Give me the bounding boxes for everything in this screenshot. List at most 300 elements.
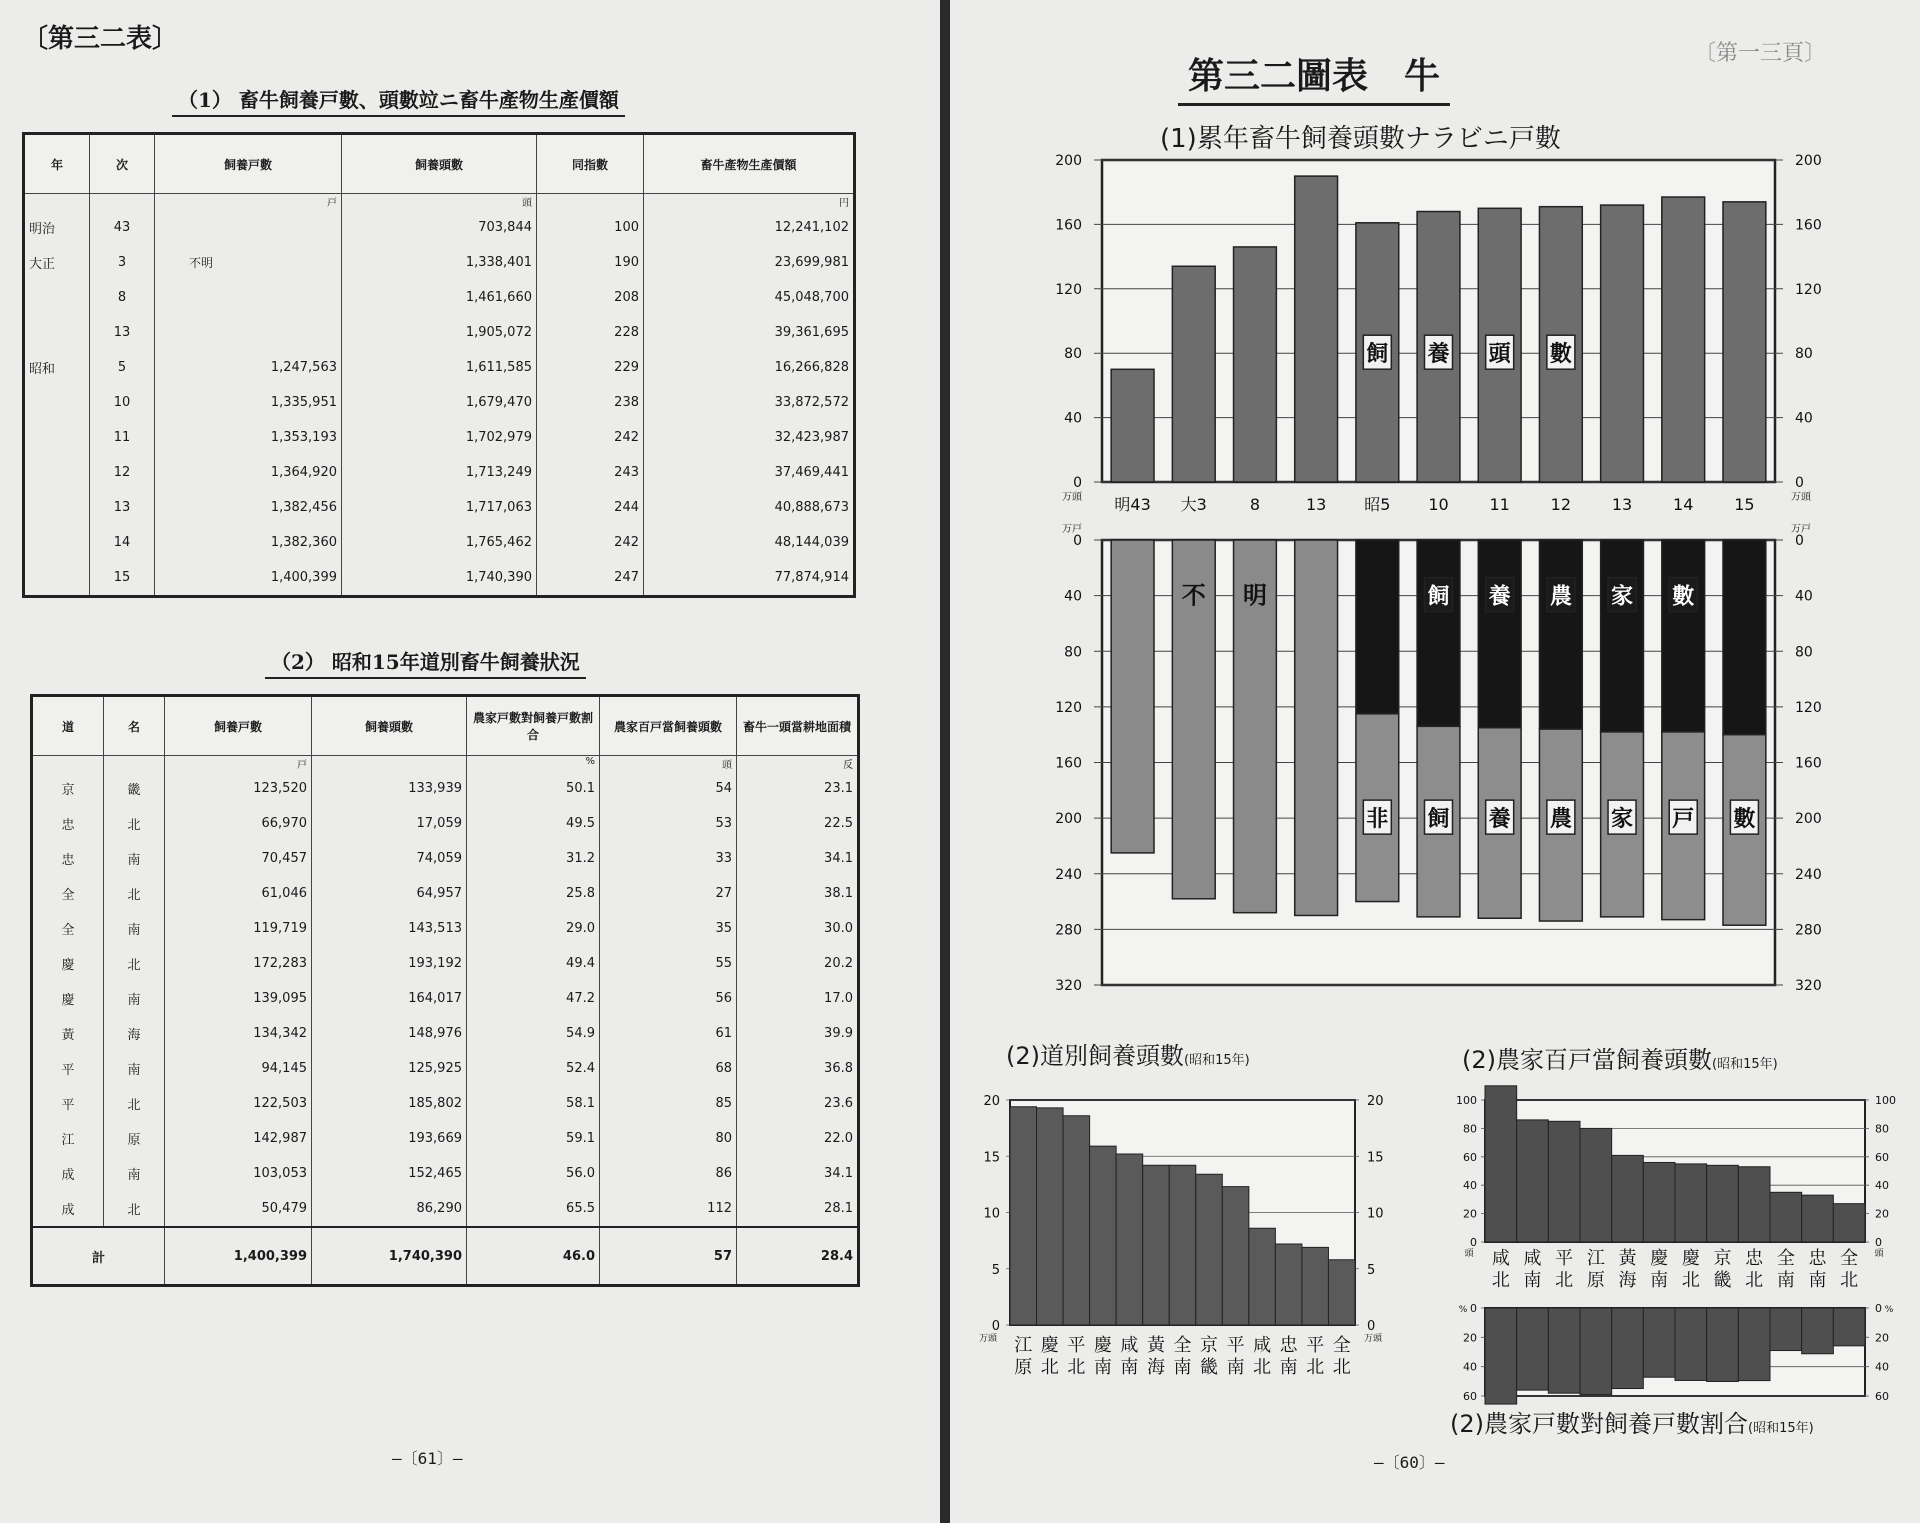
table1-unit-cell — [90, 194, 155, 211]
table1-cell — [155, 315, 342, 350]
table2-cell: 38.1 — [737, 876, 859, 911]
chart3-bar — [1328, 1260, 1355, 1325]
table2-cell: 南 — [104, 841, 165, 876]
table2 — [30, 694, 860, 1287]
table-row — [32, 841, 859, 876]
chart5-ytick-right: 60 — [1875, 1390, 1889, 1403]
chart3-ytick-left: 5 — [991, 1262, 1000, 1278]
table1-cell — [24, 525, 90, 560]
table2-title: （2） 昭和15年道別畜牛飼養狀況 — [265, 646, 586, 679]
table2-cell: 185,802 — [312, 1086, 467, 1121]
chart1-ytick-left: 160 — [1055, 217, 1082, 234]
table2-cell: 北 — [104, 946, 165, 981]
table1-header: 畜牛產物生產價額 — [644, 134, 855, 194]
chart2-keeping-label: 養 — [1488, 584, 1511, 610]
table2-total-cell: 46.0 — [467, 1227, 600, 1286]
right-page-number: —〔60〕— — [1374, 1453, 1445, 1472]
table1-cell: 1,364,920 — [155, 455, 342, 490]
chart2-ytick-left: 160 — [1055, 755, 1082, 772]
chart4-bar — [1770, 1192, 1802, 1242]
chart2-bar-unknown — [1111, 540, 1154, 853]
table2-cell: 全 — [32, 911, 104, 946]
chart2-ytick-right: 80 — [1795, 644, 1813, 661]
table1-cell: 244 — [537, 490, 644, 525]
table2-cell: 50,479 — [165, 1191, 312, 1227]
chart3-bar — [1275, 1244, 1302, 1325]
chart2-keeping-label: 數 — [1672, 584, 1695, 610]
chart3-xtick: 忠 — [1279, 1335, 1298, 1356]
table2-cell: 南 — [104, 981, 165, 1016]
chart4-ytick-left: 100 — [1456, 1094, 1477, 1107]
chart1-xtick: 11 — [1489, 495, 1510, 514]
chart4-xtick: 北 — [1745, 1270, 1764, 1291]
chart4-xtick: 咸 — [1523, 1248, 1542, 1269]
table1-unit-cell: 戸 — [155, 194, 342, 211]
table2-cell: 68 — [600, 1051, 737, 1086]
table2-unit-cell — [104, 756, 165, 772]
table2-cell: 17.0 — [737, 981, 859, 1016]
table-row — [24, 245, 855, 280]
table1-cell: 43 — [90, 210, 155, 245]
table2-cell: 成 — [32, 1191, 104, 1227]
table2-unit-cell: % — [467, 756, 600, 772]
table-row — [24, 455, 855, 490]
table2-cell: 172,283 — [165, 946, 312, 981]
chart4-bar — [1485, 1086, 1517, 1242]
table2-cell: 65.5 — [467, 1191, 600, 1227]
table1-cell: 1,382,360 — [155, 525, 342, 560]
table2-cell: 54.9 — [467, 1016, 600, 1051]
table1-cell: 1,400,399 — [155, 560, 342, 597]
table2-cell: 23.1 — [737, 771, 859, 806]
table1-cell: 190 — [537, 245, 644, 280]
table-row — [24, 315, 855, 350]
chart4-bar — [1707, 1165, 1739, 1242]
chart4-bar — [1643, 1162, 1675, 1242]
chart3-ytick-right: 20 — [1367, 1094, 1384, 1109]
table1-cell: 39,361,695 — [644, 315, 855, 350]
table-row — [32, 946, 859, 981]
chart4-ytick-right: 20 — [1875, 1207, 1889, 1221]
chart1-title: (1)累年畜牛飼養頭數ナラビニ戸數 — [1160, 124, 1561, 154]
chart3-ytick-right: 0 — [1367, 1319, 1376, 1334]
chart5-bar — [1802, 1308, 1834, 1354]
chart3-ytick-left: 0 — [991, 1319, 1000, 1334]
chart2-keeping-label: 農 — [1549, 584, 1572, 610]
chart1-yunit-right: 万頭 — [1791, 492, 1811, 503]
chart4-xtick: 全 — [1840, 1248, 1859, 1269]
table2-cell: 忠 — [32, 841, 104, 876]
table2-cell: 112 — [600, 1191, 737, 1227]
chart5-bar — [1707, 1308, 1739, 1381]
chart3-title — [1006, 1036, 1250, 1071]
chart5-breeding-ratio — [1430, 1300, 1900, 1410]
table2-cell: 50.1 — [467, 771, 600, 806]
chart3-xtick: 平 — [1226, 1335, 1245, 1356]
table2-cell: 54 — [600, 771, 737, 806]
chart4-title-note: (昭和15年) — [1712, 1057, 1778, 1072]
chart3-xtick: 全 — [1173, 1335, 1192, 1356]
chart4-bar — [1517, 1120, 1549, 1242]
chart1-xtick: 10 — [1428, 495, 1449, 514]
table1-header: 次 — [90, 134, 155, 194]
chart2-ytick-right: 280 — [1795, 922, 1822, 939]
chart4-xtick: 南 — [1523, 1270, 1542, 1291]
table2-cell: 39.9 — [737, 1016, 859, 1051]
table2-header: 農家戸數對飼養戸數割合 — [467, 696, 600, 756]
table1-cell: 238 — [537, 385, 644, 420]
chart2-unknown-label: 不 — [1181, 581, 1206, 610]
table1-header: 飼養頭數 — [342, 134, 537, 194]
table1-cell: 242 — [537, 420, 644, 455]
table1-cell: 3 — [90, 245, 155, 280]
chart2-unknown-label: 明 — [1242, 581, 1267, 610]
chart3-bar — [1090, 1146, 1117, 1325]
table1-cell — [24, 490, 90, 525]
chart5-bar — [1517, 1308, 1549, 1390]
table2-cell: 慶 — [32, 946, 104, 981]
chart5-bar — [1675, 1308, 1707, 1380]
chart3-yunit-left: 万頭 — [978, 1334, 998, 1344]
chart3-xtick: 江 — [1014, 1335, 1033, 1356]
chart4-bar — [1802, 1195, 1834, 1242]
chart1-series-label: 養 — [1427, 342, 1450, 368]
table2-cell: 34.1 — [737, 841, 859, 876]
chart2-ytick-right: 0 — [1795, 533, 1804, 549]
chart1-xtick: 8 — [1249, 495, 1261, 514]
table2-cell: 86 — [600, 1156, 737, 1191]
chart5-bar — [1580, 1308, 1612, 1395]
table2-cell: 34.1 — [737, 1156, 859, 1191]
chart4-xtick: 原 — [1586, 1270, 1605, 1291]
chart4-xtick: 平 — [1555, 1248, 1574, 1269]
table1-cell — [24, 280, 90, 315]
chart4-xtick: 江 — [1586, 1248, 1605, 1269]
table1-cell: 14 — [90, 525, 155, 560]
table2-cell: 22.5 — [737, 806, 859, 841]
table2-total-cell: 57 — [600, 1227, 737, 1286]
chart5-ytick-right: 20 — [1875, 1331, 1889, 1345]
table1-cell: 13 — [90, 490, 155, 525]
table2-header: 農家百戸當飼養頭數 — [600, 696, 737, 756]
chart3-ytick-right: 10 — [1367, 1206, 1384, 1222]
table2-cell: 64,957 — [312, 876, 467, 911]
table1-cell: 明治 — [24, 210, 90, 245]
table2-cell: 北 — [104, 876, 165, 911]
table2-cell: 86,290 — [312, 1191, 467, 1227]
table2-cell: 56 — [600, 981, 737, 1016]
table2-cell: 慶 — [32, 981, 104, 1016]
table1-cell: 1,611,585 — [342, 350, 537, 385]
chart1-xtick: 昭5 — [1364, 495, 1391, 514]
chart4-xtick: 黃 — [1618, 1248, 1637, 1269]
table1-cell — [155, 280, 342, 315]
table1-cell: 10 — [90, 385, 155, 420]
chart1-series-label: 飼 — [1366, 342, 1389, 368]
chart4-xtick: 忠 — [1745, 1248, 1764, 1269]
table1-cell: 1,338,401 — [342, 245, 537, 280]
table2-cell: 忠 — [32, 806, 104, 841]
chart3-bar — [1249, 1228, 1276, 1325]
table1-cell: 48,144,039 — [644, 525, 855, 560]
table2-unit-cell: 反 — [737, 756, 859, 772]
table1-unit-cell — [24, 194, 90, 211]
table1-cell: 1,461,660 — [342, 280, 537, 315]
table-row — [32, 1016, 859, 1051]
table2-cell: 55 — [600, 946, 737, 981]
table1-unknown-note: 不明 — [189, 256, 214, 270]
table1-cell: 1,702,979 — [342, 420, 537, 455]
chart1-bar — [1723, 202, 1766, 482]
chart3-xtick: 北 — [1253, 1357, 1272, 1378]
table1-cell: 1,382,456 — [155, 490, 342, 525]
chart4-ytick-left: 80 — [1463, 1122, 1477, 1136]
table-row — [24, 280, 855, 315]
chart1-series-label: 頭 — [1488, 342, 1511, 368]
chart5-bar — [1833, 1308, 1865, 1346]
chart5-title-note: (昭和15年) — [1748, 1421, 1814, 1436]
chart2-ytick-right: 200 — [1795, 811, 1822, 828]
table1-unit-row — [24, 194, 855, 211]
table2-cell: 平 — [32, 1051, 104, 1086]
table2-cell: 29.0 — [467, 911, 600, 946]
table2-cell: 103,053 — [165, 1156, 312, 1191]
chart5-ytick-left: 0 — [1470, 1302, 1477, 1315]
chart2-ytick-right: 160 — [1795, 755, 1822, 772]
chart5-title-text: (2)農家戸數對飼養戸數割合 — [1450, 1410, 1748, 1438]
chart2-ytick-left: 0 — [1073, 533, 1082, 549]
table2-cell: 22.0 — [737, 1121, 859, 1156]
table2-total-label: 計 — [32, 1227, 165, 1286]
chart5-ytick-left: 40 — [1463, 1360, 1477, 1374]
chart2-nonkeeping-label: 飼 — [1427, 807, 1450, 833]
chart4-bar — [1580, 1128, 1612, 1242]
chart3-bar — [1037, 1108, 1064, 1325]
chart2-keeping-label: 家 — [1611, 584, 1634, 610]
chart5-bar — [1548, 1308, 1580, 1393]
chart3-xtick: 全 — [1332, 1335, 1351, 1356]
chart3-xtick: 原 — [1014, 1357, 1033, 1378]
chart3-bar — [1010, 1107, 1037, 1325]
table1-cell: 40,888,673 — [644, 490, 855, 525]
table1-cell: 1,765,462 — [342, 525, 537, 560]
chart3-ytick-right: 15 — [1367, 1150, 1384, 1166]
table2-cell: 61,046 — [165, 876, 312, 911]
table1-cell: 12 — [90, 455, 155, 490]
chart4-bar — [1612, 1155, 1644, 1242]
chart1-ytick-left: 120 — [1055, 281, 1082, 298]
chart5-ytick-right: 40 — [1875, 1360, 1889, 1374]
chart2-bar-keeping — [1356, 540, 1399, 714]
table2-cell: 南 — [104, 1156, 165, 1191]
table2-cell: 南 — [104, 1051, 165, 1086]
table1-cell: 1,740,390 — [342, 560, 537, 597]
chart1-bar — [1172, 266, 1215, 482]
chart2-keeping-label: 飼 — [1427, 584, 1450, 610]
table2-cell: 南 — [104, 911, 165, 946]
chart2-ytick-left: 120 — [1055, 699, 1082, 716]
table2-cell: 193,669 — [312, 1121, 467, 1156]
chart3-bar — [1063, 1116, 1090, 1325]
table2-cell: 20.2 — [737, 946, 859, 981]
chart4-xtick: 忠 — [1808, 1248, 1827, 1269]
table2-cell: 70,457 — [165, 841, 312, 876]
table2-cell: 56.0 — [467, 1156, 600, 1191]
chart2-nonkeeping-label: 家 — [1611, 807, 1634, 833]
table1-cell: 247 — [537, 560, 644, 597]
table1-cell: 16,266,828 — [644, 350, 855, 385]
chart3-xtick: 京 — [1200, 1335, 1219, 1356]
chart5-title — [1450, 1404, 1814, 1439]
chart4-xtick: 慶 — [1650, 1248, 1669, 1269]
chart3-title-note: (昭和15年) — [1184, 1053, 1250, 1068]
table1-cell: 228 — [537, 315, 644, 350]
table2-cell: 30.0 — [737, 911, 859, 946]
chart3-ytick-right: 5 — [1367, 1262, 1376, 1278]
table1-cell — [24, 455, 90, 490]
table1-cell: 33,872,572 — [644, 385, 855, 420]
table1-cell: 229 — [537, 350, 644, 385]
chart2-nonkeeping-label: 數 — [1733, 807, 1756, 833]
chart3-xtick: 南 — [1226, 1357, 1245, 1378]
table1-cell: 100 — [537, 210, 644, 245]
chart1-ytick-right: 200 — [1795, 153, 1822, 169]
chart2-nonkeeping-label: 養 — [1488, 807, 1511, 833]
table2-header: 名 — [104, 696, 165, 756]
table-row — [32, 1191, 859, 1227]
chart2-bar-keeping — [1478, 540, 1521, 728]
table1-header-row — [24, 134, 855, 194]
chart1-xtick: 12 — [1550, 495, 1572, 514]
chart2-yunit-right: 万戸 — [1791, 524, 1811, 535]
table1-cell: 703,844 — [342, 210, 537, 245]
chart2-ytick-right: 320 — [1795, 978, 1822, 990]
chart1-ytick-right: 80 — [1795, 346, 1813, 363]
table2-cell: 33 — [600, 841, 737, 876]
table2-cell: 35 — [600, 911, 737, 946]
chart5-yunit-right: % — [1884, 1305, 1894, 1315]
table-row — [32, 876, 859, 911]
chart3-xtick: 南 — [1279, 1357, 1298, 1378]
page-gutter — [940, 0, 950, 1523]
chart5-ytick-left: 20 — [1463, 1331, 1477, 1345]
chart1-xtick: 13 — [1305, 495, 1327, 514]
table2-cell: 17,059 — [312, 806, 467, 841]
table2-cell: 53 — [600, 806, 737, 841]
chart4-bar — [1675, 1164, 1707, 1242]
chart2-bar-keeping — [1662, 540, 1705, 732]
table1-cell: 37,469,441 — [644, 455, 855, 490]
chart4-xtick: 北 — [1555, 1270, 1574, 1291]
table2-cell: 36.8 — [737, 1051, 859, 1086]
chart2-nonkeeping-label: 戸 — [1672, 807, 1695, 833]
table2-cell: 海 — [104, 1016, 165, 1051]
chart3-xtick: 北 — [1040, 1357, 1059, 1378]
table2-cell: 畿 — [104, 771, 165, 806]
chart4-xtick: 慶 — [1681, 1248, 1700, 1269]
table-row — [32, 1121, 859, 1156]
chart3-xtick: 黃 — [1146, 1335, 1165, 1356]
table2-cell: 119,719 — [165, 911, 312, 946]
chart4-yunit-right: 頭 — [1874, 1249, 1884, 1259]
table2-header: 畜牛一頭當耕地面積 — [737, 696, 859, 756]
chart5-bar — [1738, 1308, 1770, 1381]
chart5-bar — [1612, 1308, 1644, 1389]
chart2-bar-keeping — [1601, 540, 1644, 732]
table2-cell: 全 — [32, 876, 104, 911]
chart4-xtick: 南 — [1776, 1270, 1795, 1291]
chart4-xtick: 北 — [1681, 1270, 1700, 1291]
table1-cell: 1,247,563 — [155, 350, 342, 385]
table2-total-row — [32, 1227, 859, 1286]
chart3-xtick: 咸 — [1120, 1335, 1139, 1356]
chart1-ytick-right: 160 — [1795, 217, 1822, 234]
chart4-xtick: 海 — [1618, 1270, 1637, 1291]
chart3-bar — [1302, 1247, 1329, 1325]
table2-total-cell: 1,400,399 — [165, 1227, 312, 1286]
chart1-xtick: 13 — [1611, 495, 1633, 514]
table1-cell: 昭和 — [24, 350, 90, 385]
chart3-bar — [1169, 1165, 1196, 1325]
chart4-ytick-left: 60 — [1463, 1150, 1477, 1164]
right-corner-label: 〔第一三頁〕 — [1694, 41, 1827, 66]
chart3-xtick: 平 — [1067, 1335, 1086, 1356]
table1-cell: 13 — [90, 315, 155, 350]
chart4-xtick: 畿 — [1713, 1270, 1732, 1291]
chart2-bar-keeping — [1417, 540, 1460, 726]
table1-header: 年 — [24, 134, 90, 194]
chart3-bar — [1196, 1174, 1223, 1325]
chart4-ytick-right: 100 — [1875, 1094, 1896, 1107]
table2-cell: 25.8 — [467, 876, 600, 911]
table2-cell: 85 — [600, 1086, 737, 1121]
chart3-xtick: 海 — [1146, 1357, 1165, 1378]
table1-cell: 5 — [90, 350, 155, 385]
chart4-xtick: 南 — [1808, 1270, 1827, 1291]
table1-cell: 243 — [537, 455, 644, 490]
table1-cell: 1,679,470 — [342, 385, 537, 420]
table-row — [24, 350, 855, 385]
table-row — [32, 1086, 859, 1121]
chart5-bar — [1770, 1308, 1802, 1351]
left-corner-label: 〔第三二表〕 — [22, 24, 179, 54]
table1-cell — [155, 210, 342, 245]
chart4-xtick: 北 — [1840, 1270, 1859, 1291]
chart4-ytick-right: 80 — [1875, 1122, 1889, 1136]
table1-cell: 45,048,700 — [644, 280, 855, 315]
table1-cell: 8 — [90, 280, 155, 315]
chart4-bar — [1738, 1167, 1770, 1242]
chart3-xtick: 南 — [1173, 1357, 1192, 1378]
table2-total-cell: 28.4 — [737, 1227, 859, 1286]
chart1-xtick: 大3 — [1180, 495, 1207, 514]
chart3-ytick-left: 10 — [983, 1206, 1000, 1222]
chart3-title-text: (2)道別飼養頭數 — [1006, 1042, 1184, 1070]
chart1-ytick-right: 40 — [1795, 410, 1813, 427]
chart2-ytick-right: 40 — [1795, 588, 1813, 605]
table2-cell: 66,970 — [165, 806, 312, 841]
table1-cell: 1,905,072 — [342, 315, 537, 350]
table1-cell — [24, 385, 90, 420]
table2-cell: 成 — [32, 1156, 104, 1191]
chart2-ytick-right: 240 — [1795, 866, 1822, 883]
table2-cell: 125,925 — [312, 1051, 467, 1086]
chart2-ytick-left: 40 — [1064, 588, 1082, 605]
table2-cell: 黃 — [32, 1016, 104, 1051]
chart1-bar — [1234, 247, 1277, 482]
chart1-xtick: 14 — [1673, 495, 1694, 514]
table1-unit-cell — [537, 194, 644, 211]
